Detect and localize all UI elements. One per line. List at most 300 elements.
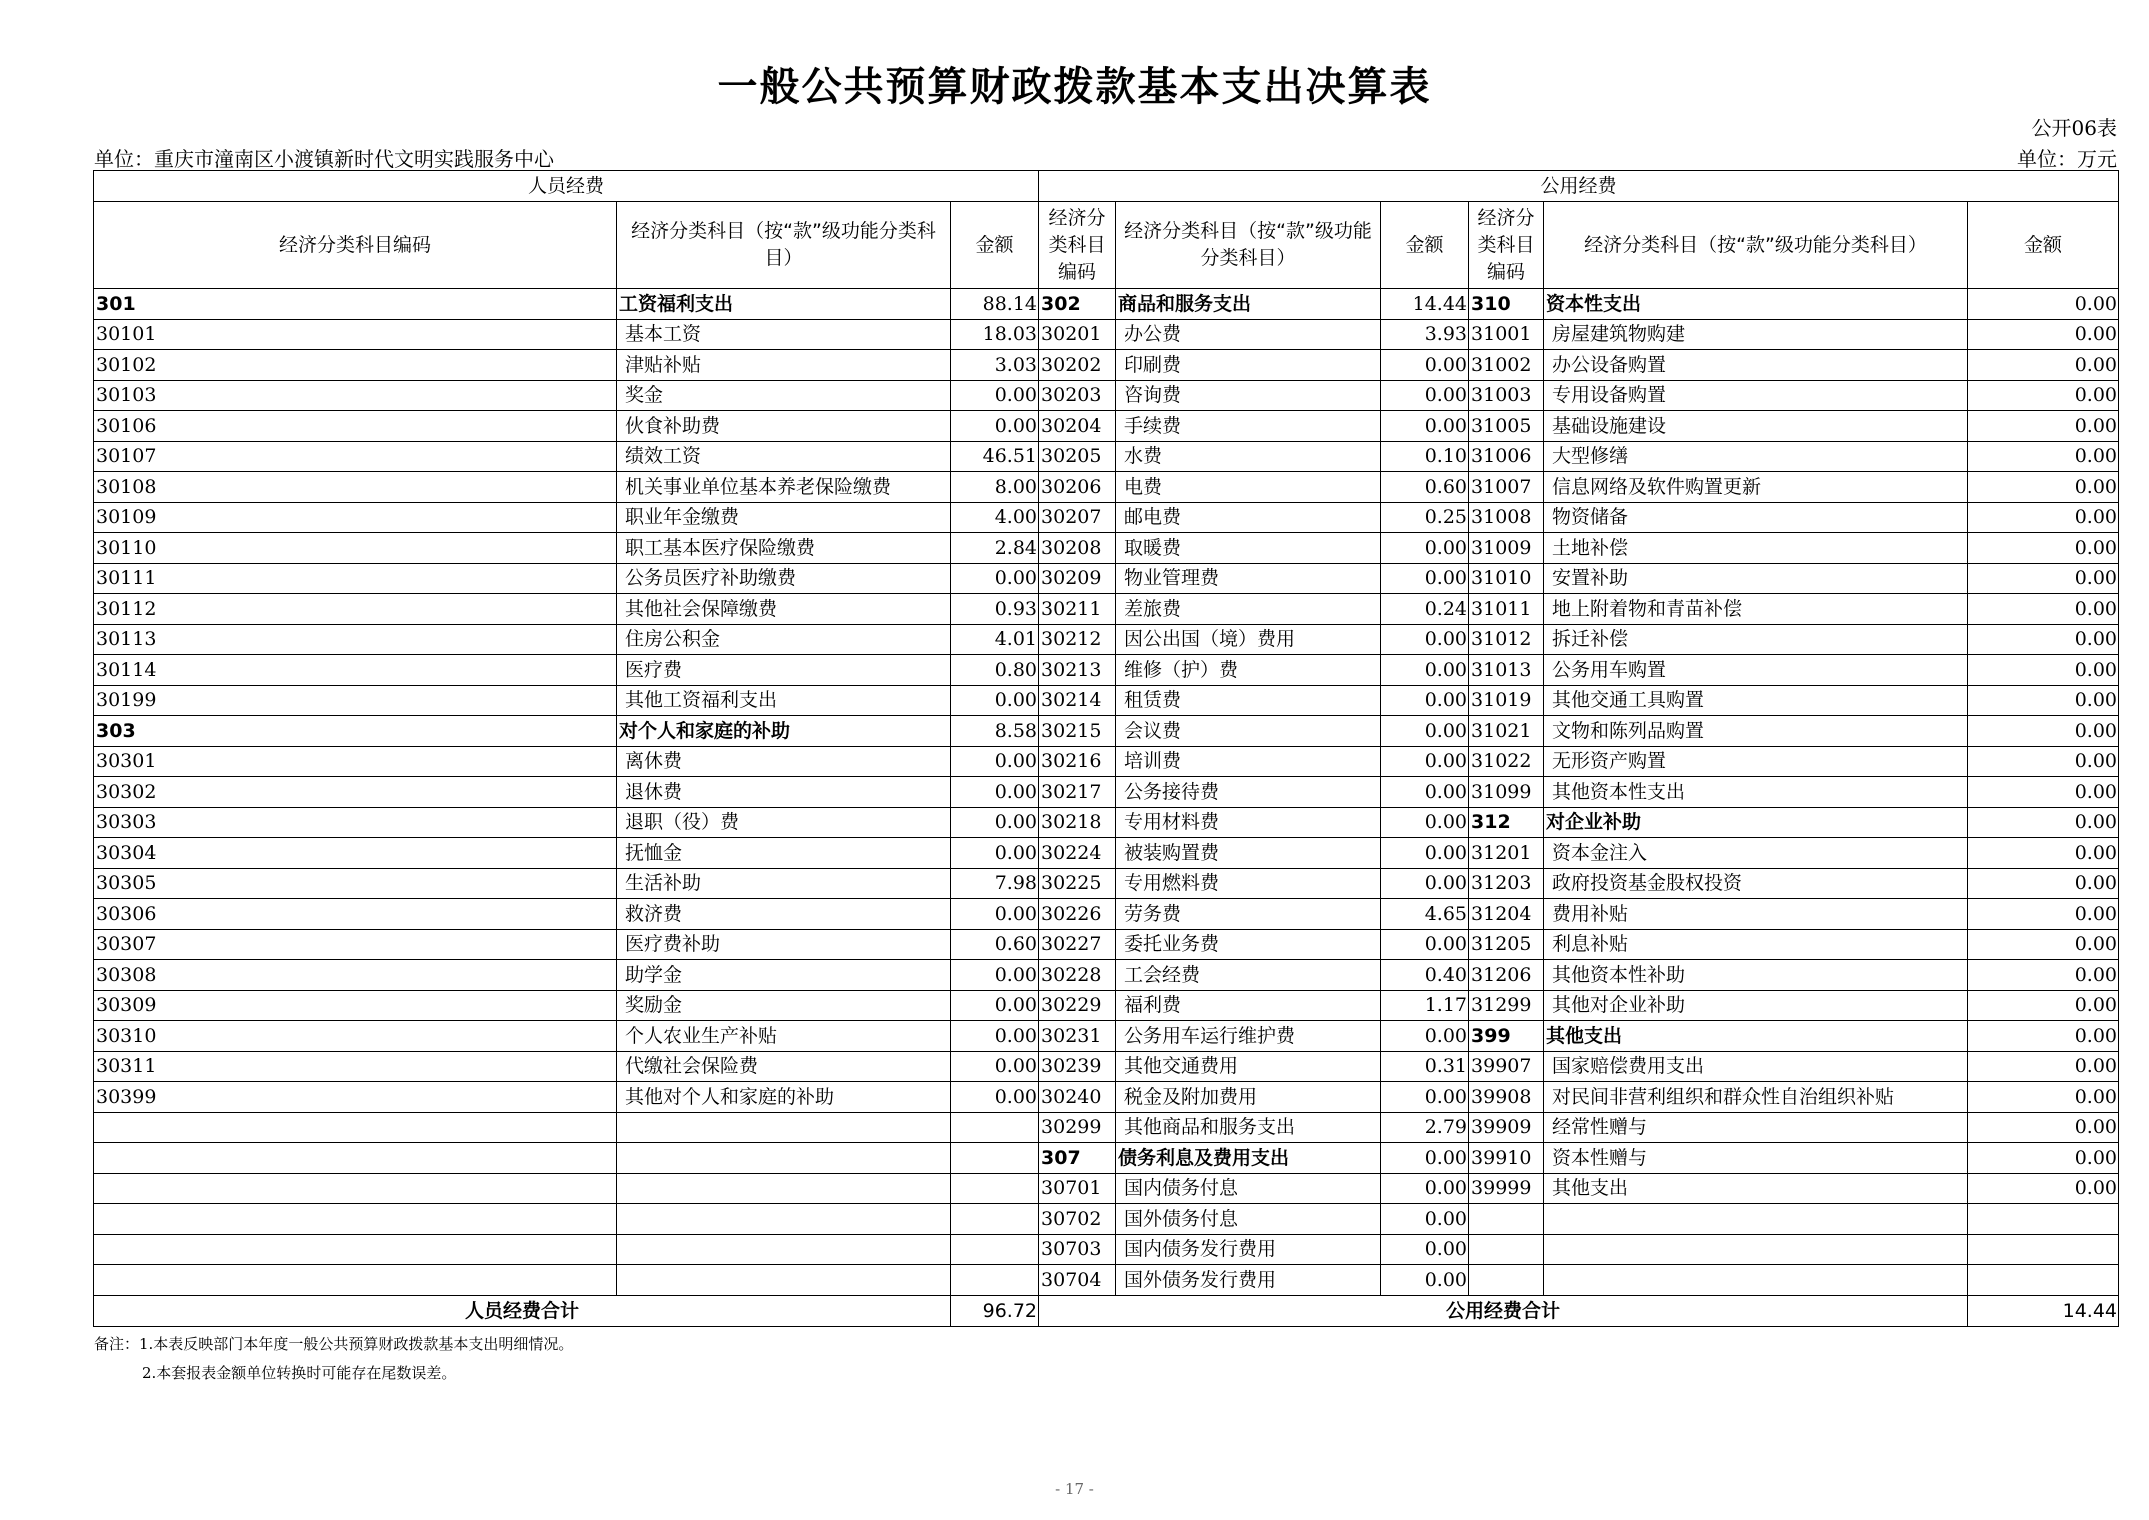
personnel-code-cell [94,1234,617,1265]
capital-code-cell: 312 [1469,807,1544,838]
totals-row [94,1295,2119,1326]
capital-code-cell: 39908 [1469,1082,1544,1113]
table-row [94,1021,2119,1052]
capital-amt-cell: 0.00 [1968,685,2119,716]
capital-code-cell: 31010 [1469,563,1544,594]
capital-amt-cell: 0.00 [1968,319,2119,350]
personnel-name-cell: 其他社会保障缴费 [617,594,951,625]
capital-amt-cell: 0.00 [1968,472,2119,503]
goods-code-cell: 30201 [1039,319,1116,350]
capital-name-cell: 物资储备 [1544,502,1968,533]
personnel-name-cell: 退职（役）费 [617,807,951,838]
capital-amt-cell: 0.00 [1968,594,2119,625]
col-header-personnel-amount: 金额 [951,202,1039,289]
personnel-code-cell: 30109 [94,502,617,533]
capital-amt-cell: 0.00 [1968,777,2119,808]
table-row [94,1173,2119,1204]
goods-code-cell: 30226 [1039,899,1116,930]
table-row [94,411,2119,442]
expenditure-table [93,170,2119,1327]
goods-amt-cell: 0.00 [1381,807,1469,838]
capital-code-cell: 31205 [1469,929,1544,960]
capital-amt-cell: 0.00 [1968,624,2119,655]
table-row [94,441,2119,472]
capital-code-cell: 31206 [1469,960,1544,991]
col-header-goods-amount: 金额 [1381,202,1469,289]
personnel-amt-cell: 0.80 [951,655,1039,686]
personnel-code-cell: 30309 [94,990,617,1021]
capital-amt-cell: 0.00 [1968,868,2119,899]
goods-name-cell: 手续费 [1116,411,1381,442]
capital-amt-cell: 0.00 [1968,563,2119,594]
capital-name-cell: 利息补贴 [1544,929,1968,960]
capital-code-cell: 31201 [1469,838,1544,869]
goods-amt-cell: 0.00 [1381,868,1469,899]
personnel-name-cell: 公务员医疗补助缴费 [617,563,951,594]
personnel-code-cell: 30103 [94,380,617,411]
personnel-code-cell: 30114 [94,655,617,686]
goods-name-cell: 国内债务发行费用 [1116,1234,1381,1265]
goods-code-cell: 30212 [1039,624,1116,655]
capital-name-cell: 其他资本性补助 [1544,960,1968,991]
capital-code-cell: 31003 [1469,380,1544,411]
goods-code-cell: 30228 [1039,960,1116,991]
goods-name-cell: 债务利息及费用支出 [1116,1143,1381,1174]
personnel-amt-cell: 4.00 [951,502,1039,533]
capital-amt-cell: 0.00 [1968,1143,2119,1174]
goods-name-cell: 国内债务付息 [1116,1173,1381,1204]
personnel-code-cell: 30101 [94,319,617,350]
personnel-code-cell: 30302 [94,777,617,808]
goods-name-cell: 物业管理费 [1116,563,1381,594]
goods-name-cell: 公务用车运行维护费 [1116,1021,1381,1052]
table-row [94,624,2119,655]
personnel-amt-cell: 0.60 [951,929,1039,960]
capital-name-cell: 经常性赠与 [1544,1112,1968,1143]
goods-name-cell: 印刷费 [1116,350,1381,381]
capital-name-cell: 国家赔偿费用支出 [1544,1051,1968,1082]
table-row [94,289,2119,320]
goods-code-cell: 30240 [1039,1082,1116,1113]
goods-name-cell: 取暖费 [1116,533,1381,564]
personnel-amt-cell: 0.00 [951,380,1039,411]
personnel-code-cell: 30108 [94,472,617,503]
goods-amt-cell: 0.25 [1381,502,1469,533]
public-total-value: 14.44 [1968,1295,2119,1326]
personnel-name-cell: 救济费 [617,899,951,930]
personnel-group-header: 人员经费 [94,171,1039,202]
goods-amt-cell: 0.00 [1381,1173,1469,1204]
personnel-amt-cell: 88.14 [951,289,1039,320]
capital-amt-cell: 0.00 [1968,502,2119,533]
goods-code-cell: 30229 [1039,990,1116,1021]
capital-amt-cell: 0.00 [1968,929,2119,960]
capital-code-cell: 31008 [1469,502,1544,533]
goods-code-cell: 30224 [1039,838,1116,869]
personnel-name-cell: 代缴社会保险费 [617,1051,951,1082]
col-header-personnel-code: 经济分类科目编码 [94,202,617,289]
personnel-amt-cell [951,1173,1039,1204]
form-number: 公开06表 [2031,116,2117,140]
goods-amt-cell: 3.93 [1381,319,1469,350]
goods-amt-cell: 0.00 [1381,1234,1469,1265]
table-row [94,319,2119,350]
goods-code-cell: 30215 [1039,716,1116,747]
personnel-name-cell: 工资福利支出 [617,289,951,320]
public-group-header: 公用经费 [1039,171,2119,202]
personnel-amt-cell: 0.00 [951,411,1039,442]
goods-amt-cell: 0.00 [1381,746,1469,777]
goods-amt-cell: 0.00 [1381,1204,1469,1235]
personnel-code-cell: 303 [94,716,617,747]
capital-name-cell: 专用设备购置 [1544,380,1968,411]
goods-code-cell: 30704 [1039,1265,1116,1296]
capital-code-cell: 31203 [1469,868,1544,899]
table-row [94,1051,2119,1082]
personnel-code-cell: 30112 [94,594,617,625]
goods-name-cell: 咨询费 [1116,380,1381,411]
table-row [94,594,2119,625]
personnel-name-cell: 医疗费补助 [617,929,951,960]
goods-amt-cell: 0.00 [1381,929,1469,960]
goods-code-cell: 30203 [1039,380,1116,411]
goods-amt-cell: 0.00 [1381,838,1469,869]
goods-code-cell: 30299 [1039,1112,1116,1143]
capital-name-cell [1544,1234,1968,1265]
capital-amt-cell [1968,1204,2119,1235]
table-row [94,380,2119,411]
goods-amt-cell: 0.00 [1381,716,1469,747]
note-2: 2.本套报表金额单位转换时可能存在尾数误差。 [142,1364,457,1382]
capital-name-cell: 文物和陈列品购置 [1544,716,1968,747]
table-row [94,990,2119,1021]
capital-code-cell: 399 [1469,1021,1544,1052]
table-row [94,1234,2119,1265]
table-row [94,1143,2119,1174]
capital-name-cell: 大型修缮 [1544,441,1968,472]
goods-amt-cell: 0.00 [1381,563,1469,594]
capital-code-cell: 31001 [1469,319,1544,350]
unit-measure: 单位：万元 [2017,147,2117,171]
goods-amt-cell: 0.10 [1381,441,1469,472]
capital-amt-cell: 0.00 [1968,746,2119,777]
goods-code-cell: 30207 [1039,502,1116,533]
personnel-name-cell: 抚恤金 [617,838,951,869]
personnel-amt-cell [951,1143,1039,1174]
personnel-amt-cell: 0.00 [951,960,1039,991]
goods-name-cell: 委托业务费 [1116,929,1381,960]
table-row [94,1265,2119,1296]
capital-name-cell: 信息网络及软件购置更新 [1544,472,1968,503]
capital-code-cell: 31019 [1469,685,1544,716]
personnel-amt-cell: 0.00 [951,746,1039,777]
capital-amt-cell: 0.00 [1968,1051,2119,1082]
table-row [94,746,2119,777]
goods-code-cell: 30211 [1039,594,1116,625]
table-row [94,472,2119,503]
capital-amt-cell: 0.00 [1968,411,2119,442]
capital-code-cell [1469,1234,1544,1265]
capital-amt-cell [1968,1234,2119,1265]
goods-code-cell: 30218 [1039,807,1116,838]
personnel-name-cell: 其他工资福利支出 [617,685,951,716]
table-row [94,533,2119,564]
goods-amt-cell: 0.00 [1381,777,1469,808]
goods-amt-cell: 0.31 [1381,1051,1469,1082]
goods-amt-cell: 1.17 [1381,990,1469,1021]
personnel-amt-cell: 3.03 [951,350,1039,381]
personnel-amt-cell [951,1265,1039,1296]
goods-name-cell: 福利费 [1116,990,1381,1021]
capital-name-cell: 房屋建筑物购建 [1544,319,1968,350]
capital-code-cell: 39909 [1469,1112,1544,1143]
table-row [94,563,2119,594]
personnel-code-cell [94,1143,617,1174]
goods-amt-cell: 0.00 [1381,1265,1469,1296]
personnel-amt-cell [951,1112,1039,1143]
goods-code-cell: 30204 [1039,411,1116,442]
col-header-capital-amount: 金额 [1968,202,2119,289]
personnel-code-cell: 30111 [94,563,617,594]
capital-amt-cell: 0.00 [1968,838,2119,869]
capital-amt-cell: 0.00 [1968,655,2119,686]
capital-code-cell: 31204 [1469,899,1544,930]
personnel-amt-cell: 0.00 [951,1082,1039,1113]
capital-name-cell: 地上附着物和青苗补偿 [1544,594,1968,625]
personnel-code-cell: 30301 [94,746,617,777]
personnel-amt-cell: 0.00 [951,1051,1039,1082]
goods-code-cell: 30239 [1039,1051,1116,1082]
capital-name-cell: 对企业补助 [1544,807,1968,838]
goods-name-cell: 商品和服务支出 [1116,289,1381,320]
capital-name-cell: 无形资产购置 [1544,746,1968,777]
table-row [94,838,2119,869]
personnel-amt-cell [951,1204,1039,1235]
goods-amt-cell: 0.60 [1381,472,1469,503]
goods-code-cell: 30227 [1039,929,1116,960]
capital-code-cell [1469,1204,1544,1235]
capital-code-cell: 31005 [1469,411,1544,442]
personnel-code-cell: 30307 [94,929,617,960]
goods-code-cell: 30231 [1039,1021,1116,1052]
capital-code-cell: 39910 [1469,1143,1544,1174]
personnel-code-cell: 30110 [94,533,617,564]
capital-amt-cell [1968,1265,2119,1296]
goods-code-cell: 30216 [1039,746,1116,777]
capital-name-cell: 费用补贴 [1544,899,1968,930]
table-row [94,960,2119,991]
goods-name-cell: 会议费 [1116,716,1381,747]
capital-name-cell: 拆迁补偿 [1544,624,1968,655]
table-body [94,289,2119,1296]
personnel-code-cell: 30305 [94,868,617,899]
personnel-name-cell [617,1143,951,1174]
capital-name-cell: 资本性赠与 [1544,1143,1968,1174]
capital-code-cell: 31002 [1469,350,1544,381]
personnel-total-value: 96.72 [951,1295,1039,1326]
goods-name-cell: 劳务费 [1116,899,1381,930]
unit-name: 单位：重庆市潼南区小渡镇新时代文明实践服务中心 [94,147,554,171]
personnel-code-cell: 30304 [94,838,617,869]
capital-name-cell: 其他支出 [1544,1021,1968,1052]
goods-amt-cell: 2.79 [1381,1112,1469,1143]
capital-amt-cell: 0.00 [1968,1082,2119,1113]
personnel-name-cell: 津贴补贴 [617,350,951,381]
goods-name-cell: 其他交通费用 [1116,1051,1381,1082]
personnel-amt-cell [951,1234,1039,1265]
goods-name-cell: 水费 [1116,441,1381,472]
table-row [94,655,2119,686]
personnel-code-cell: 30311 [94,1051,617,1082]
capital-name-cell: 公务用车购置 [1544,655,1968,686]
capital-amt-cell: 0.00 [1968,990,2119,1021]
table-row [94,777,2119,808]
table-row [94,716,2119,747]
capital-code-cell: 31021 [1469,716,1544,747]
table-row [94,868,2119,899]
goods-code-cell: 30213 [1039,655,1116,686]
personnel-name-cell: 其他对个人和家庭的补助 [617,1082,951,1113]
col-header-capital-name: 经济分类科目（按“款”级功能分类科目） [1544,202,1968,289]
table-row [94,807,2119,838]
personnel-name-cell: 住房公积金 [617,624,951,655]
goods-code-cell: 30209 [1039,563,1116,594]
personnel-code-cell: 30308 [94,960,617,991]
goods-name-cell: 电费 [1116,472,1381,503]
goods-code-cell: 30208 [1039,533,1116,564]
goods-name-cell: 租赁费 [1116,685,1381,716]
personnel-amt-cell: 0.00 [951,838,1039,869]
table-row [94,502,2119,533]
capital-name-cell: 资本性支出 [1544,289,1968,320]
personnel-amt-cell: 4.01 [951,624,1039,655]
goods-amt-cell: 0.00 [1381,1021,1469,1052]
goods-amt-cell: 0.00 [1381,350,1469,381]
table-row [94,685,2119,716]
goods-amt-cell: 0.00 [1381,1143,1469,1174]
personnel-name-cell: 机关事业单位基本养老保险缴费 [617,472,951,503]
goods-code-cell: 30202 [1039,350,1116,381]
personnel-code-cell: 30106 [94,411,617,442]
personnel-code-cell [94,1112,617,1143]
goods-amt-cell: 0.00 [1381,411,1469,442]
table-row [94,1112,2119,1143]
capital-amt-cell: 0.00 [1968,441,2119,472]
personnel-name-cell: 退休费 [617,777,951,808]
personnel-amt-cell: 0.00 [951,807,1039,838]
personnel-amt-cell: 0.00 [951,899,1039,930]
goods-code-cell: 30205 [1039,441,1116,472]
goods-code-cell: 30225 [1039,868,1116,899]
personnel-amt-cell: 8.00 [951,472,1039,503]
note-1: 备注：1.本表反映部门本年度一般公共预算财政拨款基本支出明细情况。 [94,1335,574,1353]
goods-code-cell: 30703 [1039,1234,1116,1265]
goods-name-cell: 因公出国（境）费用 [1116,624,1381,655]
capital-name-cell: 其他支出 [1544,1173,1968,1204]
goods-name-cell: 邮电费 [1116,502,1381,533]
personnel-amt-cell: 0.00 [951,685,1039,716]
personnel-code-cell [94,1173,617,1204]
personnel-amt-cell: 0.93 [951,594,1039,625]
capital-name-cell: 对民间非营利组织和群众性自治组织补贴 [1544,1082,1968,1113]
table-row [94,1204,2119,1235]
personnel-code-cell: 30107 [94,441,617,472]
capital-amt-cell: 0.00 [1968,807,2119,838]
capital-amt-cell: 0.00 [1968,350,2119,381]
goods-name-cell: 专用燃料费 [1116,868,1381,899]
personnel-name-cell: 医疗费 [617,655,951,686]
goods-name-cell: 办公费 [1116,319,1381,350]
capital-name-cell: 土地补偿 [1544,533,1968,564]
personnel-name-cell: 助学金 [617,960,951,991]
personnel-name-cell: 奖金 [617,380,951,411]
capital-name-cell: 资本金注入 [1544,838,1968,869]
goods-amt-cell: 0.00 [1381,685,1469,716]
capital-name-cell [1544,1204,1968,1235]
personnel-name-cell [617,1112,951,1143]
capital-amt-cell: 0.00 [1968,716,2119,747]
capital-code-cell: 31299 [1469,990,1544,1021]
personnel-name-cell: 伙食补助费 [617,411,951,442]
col-header-goods-name: 经济分类科目（按“款”级功能分类科目） [1116,202,1381,289]
goods-name-cell: 公务接待费 [1116,777,1381,808]
personnel-amt-cell: 8.58 [951,716,1039,747]
personnel-name-cell: 绩效工资 [617,441,951,472]
goods-name-cell: 培训费 [1116,746,1381,777]
goods-name-cell: 差旅费 [1116,594,1381,625]
capital-amt-cell: 0.00 [1968,289,2119,320]
public-total-label: 公用经费合计 [1039,1295,1968,1326]
goods-code-cell: 30217 [1039,777,1116,808]
personnel-name-cell [617,1173,951,1204]
capital-code-cell: 31007 [1469,472,1544,503]
capital-code-cell: 31099 [1469,777,1544,808]
capital-code-cell: 39999 [1469,1173,1544,1204]
capital-code-cell [1469,1265,1544,1296]
capital-amt-cell: 0.00 [1968,1173,2119,1204]
personnel-total-label: 人员经费合计 [94,1295,951,1326]
capital-amt-cell: 0.00 [1968,380,2119,411]
personnel-amt-cell: 0.00 [951,777,1039,808]
goods-name-cell: 国外债务发行费用 [1116,1265,1381,1296]
table-row [94,929,2119,960]
col-header-capital-code: 经济分类科目编码 [1469,202,1544,289]
personnel-name-cell: 奖励金 [617,990,951,1021]
goods-code-cell: 30214 [1039,685,1116,716]
personnel-amt-cell: 0.00 [951,563,1039,594]
col-header-goods-code: 经济分类科目编码 [1039,202,1116,289]
capital-code-cell: 31009 [1469,533,1544,564]
personnel-code-cell: 30102 [94,350,617,381]
capital-amt-cell: 0.00 [1968,899,2119,930]
capital-name-cell [1544,1265,1968,1296]
personnel-amt-cell: 46.51 [951,441,1039,472]
capital-name-cell: 政府投资基金股权投资 [1544,868,1968,899]
personnel-code-cell: 30399 [94,1082,617,1113]
capital-amt-cell: 0.00 [1968,960,2119,991]
personnel-amt-cell: 0.00 [951,990,1039,1021]
capital-name-cell: 办公设备购置 [1544,350,1968,381]
table-row [94,899,2119,930]
capital-code-cell: 31011 [1469,594,1544,625]
personnel-amt-cell: 2.84 [951,533,1039,564]
personnel-code-cell: 301 [94,289,617,320]
capital-code-cell: 31006 [1469,441,1544,472]
personnel-amt-cell: 0.00 [951,1021,1039,1052]
capital-code-cell: 31012 [1469,624,1544,655]
table-row [94,350,2119,381]
page-number: - 17 - [1055,1480,1094,1498]
